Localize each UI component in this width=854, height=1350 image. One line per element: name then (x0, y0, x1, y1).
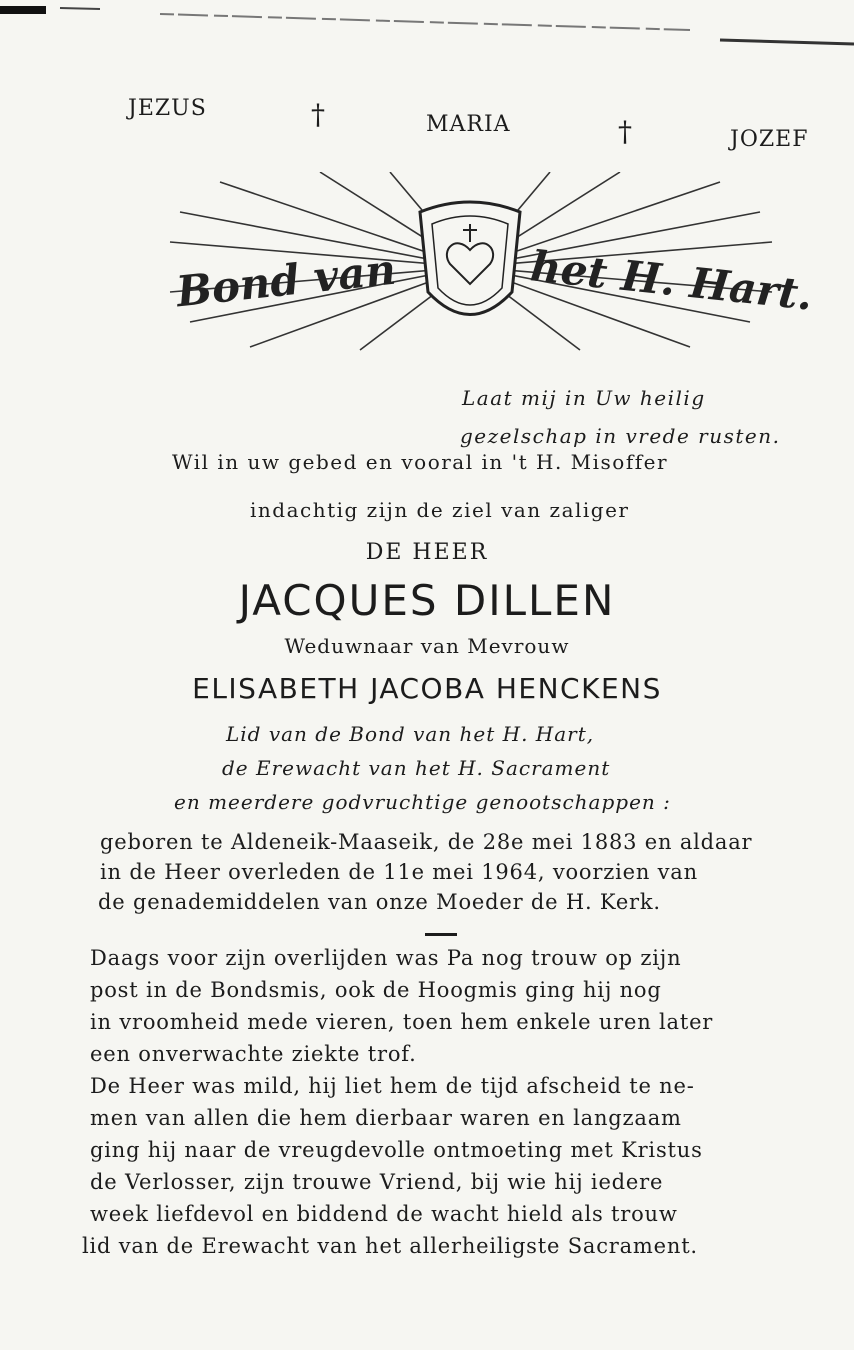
birth-death-line: in de Heer overleden de 11e mei 1964, voorzien van (100, 860, 698, 884)
paragraph-line: De Heer was mild, hij liet hem de tijd afscheid te ne- (90, 1074, 695, 1098)
membership-line: en meerdere godvruchtige genootschappen : (174, 790, 671, 814)
scan-edge-lines (0, 0, 854, 50)
intro-line: Wil in uw gebed en vooral in 't H. Misoffer (172, 450, 669, 474)
section-divider (425, 933, 457, 936)
header-maria: MARIA (426, 112, 511, 137)
emblem-text-right: het H. Hart. (528, 241, 816, 320)
emblem-text-left: Bond van (174, 244, 399, 317)
cross-icon: † (311, 98, 325, 131)
paragraph-line: post in de Bondsmis, ook de Hoogmis ging hij nog (90, 978, 662, 1002)
paragraph-line: Daags voor zijn overlijden was Pa nog trouw op zijn (90, 946, 682, 970)
paragraph-line: week liefdevol en biddend de wacht hield als trouw (90, 1202, 678, 1226)
spouse-name: ELISABETH JACOBA HENCKENS (192, 672, 662, 705)
birth-death-line: geboren te Aldeneik-Maaseik, de 28e mei 1883 en aldaar (100, 830, 753, 854)
paragraph-line: de Verlosser, zijn trouwe Vriend, bij wie hij iedere (90, 1170, 664, 1194)
paragraph-line: een onverwachte ziekte trof. (90, 1042, 417, 1066)
title-de-heer: DE HEER (365, 540, 489, 565)
membership-line: de Erewacht van het H. Sacrament (222, 756, 611, 780)
scan-corner-mark (0, 6, 46, 14)
paragraph-line: men van allen die hem dierbaar waren en langzaam (90, 1106, 682, 1130)
header-jezus: JEZUS (128, 96, 207, 121)
paragraph-line: lid van de Erewacht van het allerheiligste Sacrament. (82, 1234, 698, 1258)
quote-line: gezelschap in vrede rusten. (460, 424, 781, 448)
widower-of: Weduwnaar van Mevrouw (284, 634, 570, 658)
cross-icon: † (618, 115, 632, 148)
header-jozef: JOZEF (730, 127, 809, 152)
deceased-name: JACQUES DILLEN (238, 576, 616, 625)
quote-line: Laat mij in Uw heilig (462, 386, 706, 410)
paragraph-line: in vroomheid mede vieren, toen hem enkele uren later (90, 1010, 714, 1034)
membership-line: Lid van de Bond van het H. Hart, (226, 722, 595, 746)
birth-death-line: de genademiddelen van onze Moeder de H. Kerk. (98, 890, 661, 914)
paragraph-line: ging hij naar de vreugdevolle ontmoeting met Kristus (90, 1138, 703, 1162)
intro-line: indachtig zijn de ziel van zaliger (250, 498, 630, 522)
